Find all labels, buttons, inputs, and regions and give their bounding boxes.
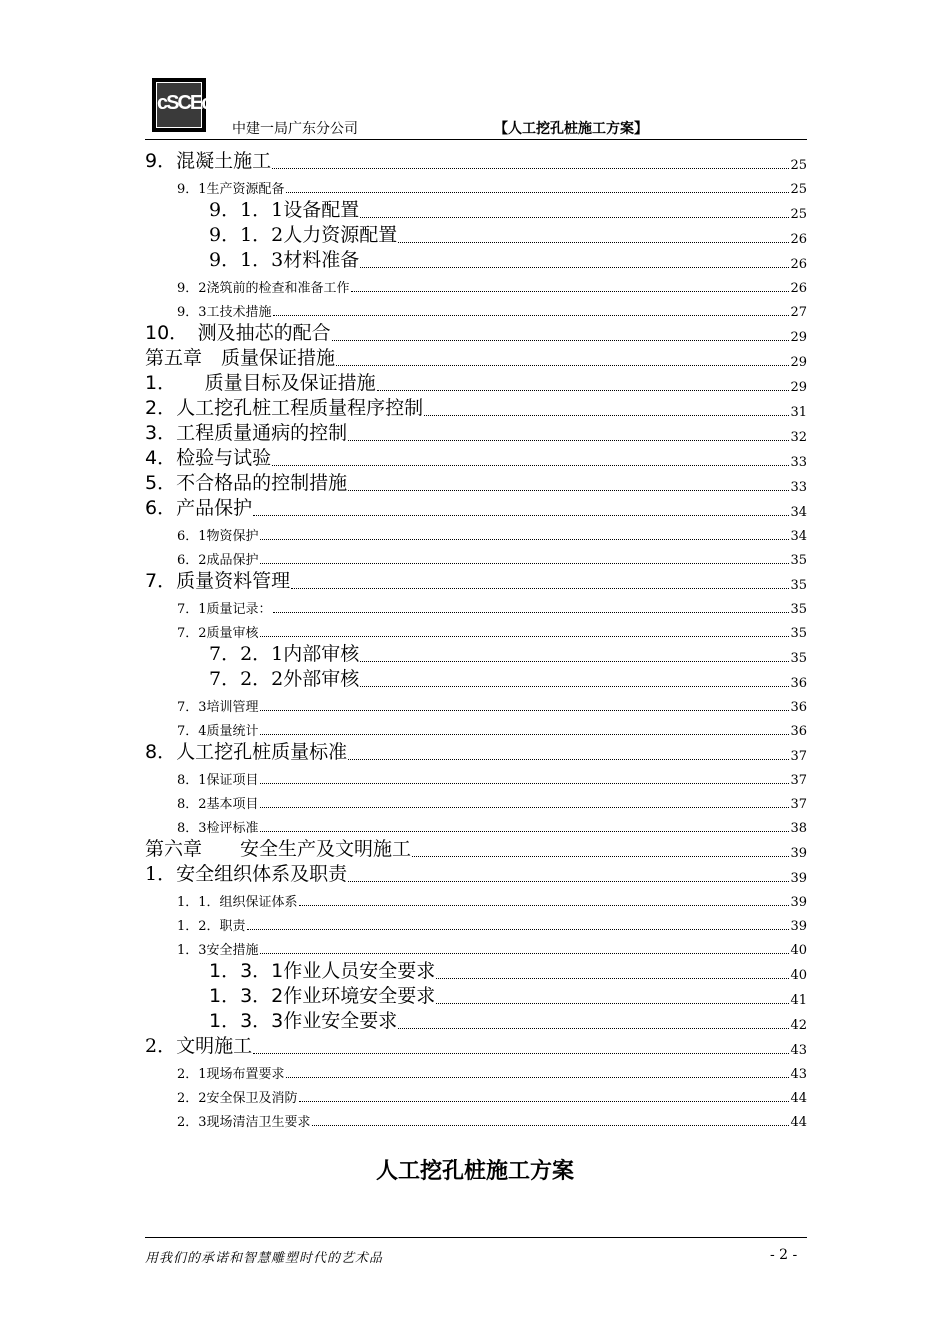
header-divider: [145, 139, 807, 140]
toc-entry-label: 第六章 安全生产及文明施工: [145, 838, 412, 860]
toc-entry[interactable]: [145, 296, 807, 320]
toc-entry-label: 1．3．3作业安全要求: [209, 1010, 398, 1032]
toc-entry[interactable]: [145, 345, 807, 370]
toc-entry-label: 1．2．职责: [177, 919, 246, 934]
toc-entry-page: 31: [790, 405, 807, 420]
toc-entry-page: 35: [790, 651, 807, 666]
toc-leader-dots: [360, 217, 789, 218]
toc-entry-page: 36: [790, 700, 807, 715]
toc-leader-dots: [247, 929, 790, 930]
toc-entry-page: 29: [790, 380, 807, 395]
toc-entry[interactable]: [145, 836, 807, 861]
toc-entry-label: 8．人工挖孔桩质量标准: [145, 741, 348, 763]
toc-entry-label: 第五章 质量保证措施: [145, 347, 336, 369]
toc-leader-dots: [260, 831, 790, 832]
logo-text: cSCEc: [157, 92, 211, 114]
toc-leader-dots: [253, 1053, 789, 1054]
toc-entry-page: 36: [790, 676, 807, 691]
toc-entry-label: 2．1现场布置要求: [177, 1067, 285, 1082]
toc-entry-page: 26: [790, 257, 807, 272]
toc-entry[interactable]: [145, 1058, 807, 1082]
table-of-contents: [145, 148, 807, 1130]
toc-leader-dots: [348, 440, 789, 441]
toc-entry-label: 7．3培训管理: [177, 700, 259, 715]
toc-entry-page: 37: [790, 797, 807, 812]
toc-entry-page: 43: [790, 1067, 807, 1082]
footer-divider: [145, 1237, 807, 1238]
toc-entry-page: 29: [790, 330, 807, 345]
toc-leader-dots: [377, 390, 790, 391]
toc-entry-label: 9．1生产资源配备: [177, 182, 285, 197]
header-company: 中建一局广东分公司: [232, 121, 358, 137]
toc-entry[interactable]: [145, 910, 807, 934]
toc-entry-label: 1．3．2作业环境安全要求: [209, 985, 436, 1007]
toc-entry-label: 2．人工挖孔桩工程质量程序控制: [145, 397, 424, 419]
toc-entry-page: 38: [790, 821, 807, 836]
toc-leader-dots: [286, 192, 790, 193]
toc-entry[interactable]: [145, 617, 807, 641]
toc-entry[interactable]: [145, 370, 807, 395]
toc-entry[interactable]: [145, 470, 807, 495]
toc-entry-label: 7．2质量审核: [177, 626, 259, 641]
toc-leader-dots: [272, 465, 789, 466]
toc-entry-label: 9．3工技术措施: [177, 305, 272, 320]
toc-entry[interactable]: [145, 495, 807, 520]
toc-entry-page: 29: [790, 355, 807, 370]
toc-leader-dots: [398, 1028, 789, 1029]
toc-leader-dots: [260, 953, 790, 954]
toc-entry-page: 39: [790, 895, 807, 910]
footer-slogan: 用我们的承诺和智慧雕塑时代的艺术品: [145, 1251, 384, 1266]
toc-entry-label: 7．2．2外部审核: [209, 668, 360, 690]
toc-entry-page: 40: [790, 943, 807, 958]
toc-leader-dots: [299, 905, 790, 906]
toc-leader-dots: [436, 978, 789, 979]
toc-entry[interactable]: [145, 958, 807, 983]
toc-leader-dots: [351, 291, 790, 292]
page-number: - 2 -: [770, 1247, 798, 1263]
toc-entry-page: 44: [790, 1091, 807, 1106]
toc-entry-label: 2．3现场清洁卫生要求: [177, 1115, 311, 1130]
toc-entry-label: 4．检验与试验: [145, 447, 272, 469]
toc-entry-page: 32: [790, 430, 807, 445]
toc-entry[interactable]: [145, 272, 807, 296]
toc-entry-page: 42: [790, 1018, 807, 1033]
toc-entry-page: 26: [790, 232, 807, 247]
toc-entry-label: 8．2基本项目: [177, 797, 259, 812]
toc-leader-dots: [272, 168, 789, 169]
toc-entry[interactable]: [145, 395, 807, 420]
toc-entry-page: 36: [790, 724, 807, 739]
toc-entry-page: 39: [790, 919, 807, 934]
toc-entry[interactable]: [145, 1033, 807, 1058]
toc-leader-dots: [273, 315, 790, 316]
toc-entry[interactable]: [145, 886, 807, 910]
toc-entry-label: 1．1．组织保证体系: [177, 895, 298, 910]
toc-entry-label: 9．2浇筑前的检查和准备工作: [177, 281, 350, 296]
toc-entry-label: 7．2．1内部审核: [209, 643, 360, 665]
toc-entry[interactable]: [145, 983, 807, 1008]
toc-entry[interactable]: [145, 666, 807, 691]
toc-entry[interactable]: [145, 1008, 807, 1033]
toc-entry[interactable]: [145, 222, 807, 247]
toc-leader-dots: [348, 759, 789, 760]
toc-entry-label: 1．3．1作业人员安全要求: [209, 960, 436, 982]
toc-entry[interactable]: [145, 739, 807, 764]
toc-entry-page: 27: [790, 305, 807, 320]
toc-entry[interactable]: [145, 197, 807, 222]
toc-entry[interactable]: [145, 320, 807, 345]
toc-entry[interactable]: [145, 247, 807, 272]
toc-entry-page: 44: [790, 1115, 807, 1130]
toc-entry[interactable]: [145, 568, 807, 593]
company-logo: [152, 78, 211, 132]
toc-leader-dots: [436, 1003, 789, 1004]
toc-entry-page: 25: [790, 158, 807, 173]
toc-entry-label: 1． 质量目标及保证措施: [145, 372, 376, 394]
toc-entry-page: 37: [790, 773, 807, 788]
toc-entry-label: 1．安全组织体系及职责: [145, 863, 348, 885]
toc-leader-dots: [348, 881, 789, 882]
toc-entry-label: 6．1物资保护: [177, 529, 259, 544]
toc-entry[interactable]: [145, 520, 807, 544]
toc-leader-dots: [260, 783, 790, 784]
toc-leader-dots: [312, 1125, 790, 1126]
toc-entry-label: 5．不合格品的控制措施: [145, 472, 348, 494]
toc-leader-dots: [273, 612, 790, 613]
toc-entry-page: 39: [790, 871, 807, 886]
toc-leader-dots: [332, 340, 790, 341]
toc-entry-label: 7．1质量记录：: [177, 602, 272, 617]
toc-entry-page: 43: [790, 1043, 807, 1058]
toc-entry[interactable]: [145, 691, 807, 715]
toc-leader-dots: [424, 415, 789, 416]
toc-entry[interactable]: [145, 715, 807, 739]
toc-leader-dots: [260, 539, 790, 540]
toc-entry-page: 35: [790, 578, 807, 593]
toc-entry-page: 37: [790, 749, 807, 764]
toc-leader-dots: [260, 710, 790, 711]
toc-entry-label: 3．工程质量通病的控制: [145, 422, 348, 444]
toc-entry-label: 2．2安全保卫及消防: [177, 1091, 298, 1106]
toc-entry-label: 2．文明施工: [145, 1035, 253, 1057]
toc-leader-dots: [286, 1077, 790, 1078]
toc-entry-page: 26: [790, 281, 807, 296]
toc-leader-dots: [360, 661, 789, 662]
toc-entry-label: 8．3检评标准: [177, 821, 259, 836]
header-doc-title: 【人工挖孔桩施工方案】: [494, 121, 648, 137]
toc-entry-page: 33: [790, 480, 807, 495]
toc-entry-page: 35: [790, 626, 807, 641]
toc-entry-label: 7．4质量统计: [177, 724, 259, 739]
toc-entry[interactable]: [145, 544, 807, 568]
toc-entry-label: 9．混凝土施工: [145, 150, 272, 172]
toc-entry[interactable]: [145, 641, 807, 666]
toc-entry-label: 6．产品保护: [145, 497, 253, 519]
toc-entry-page: 33: [790, 455, 807, 470]
toc-entry-page: 35: [790, 553, 807, 568]
toc-entry-label: 9．1．1设备配置: [209, 199, 360, 221]
toc-entry[interactable]: [145, 173, 807, 197]
toc-entry-label: 1．3安全措施: [177, 943, 259, 958]
toc-leader-dots: [360, 267, 789, 268]
toc-entry-label: 9．1．2人力资源配置: [209, 224, 398, 246]
toc-leader-dots: [260, 563, 790, 564]
toc-entry[interactable]: [145, 148, 807, 173]
toc-leader-dots: [412, 856, 789, 857]
toc-leader-dots: [348, 490, 789, 491]
toc-entry-page: 25: [790, 182, 807, 197]
toc-leader-dots: [291, 588, 789, 589]
toc-entry[interactable]: [145, 593, 807, 617]
toc-entry-label: 6．2成品保护: [177, 553, 259, 568]
toc-entry-page: 25: [790, 207, 807, 222]
toc-entry[interactable]: [145, 861, 807, 886]
toc-entry-page: 39: [790, 846, 807, 861]
toc-entry-page: 34: [790, 505, 807, 520]
toc-entry[interactable]: [145, 420, 807, 445]
toc-entry-page: 35: [790, 602, 807, 617]
toc-leader-dots: [253, 515, 789, 516]
document-title: 人工挖孔桩施工方案: [375, 1159, 574, 1184]
toc-leader-dots: [360, 686, 789, 687]
toc-entry[interactable]: [145, 788, 807, 812]
toc-leader-dots: [260, 636, 790, 637]
toc-entry-label: 7．质量资料管理: [145, 570, 291, 592]
toc-entry[interactable]: [145, 445, 807, 470]
toc-entry[interactable]: [145, 1106, 807, 1130]
toc-entry-page: 41: [790, 993, 807, 1008]
toc-entry-label: 9．1．3材料准备: [209, 249, 360, 271]
toc-entry[interactable]: [145, 934, 807, 958]
toc-entry-label: 10． 测及抽芯的配合: [145, 322, 331, 344]
toc-entry-page: 34: [790, 529, 807, 544]
toc-leader-dots: [260, 734, 790, 735]
toc-leader-dots: [299, 1101, 790, 1102]
toc-entry[interactable]: [145, 812, 807, 836]
toc-entry[interactable]: [145, 1082, 807, 1106]
toc-leader-dots: [336, 365, 789, 366]
toc-entry-label: 8．1保证项目: [177, 773, 259, 788]
toc-leader-dots: [398, 242, 789, 243]
toc-entry-page: 40: [790, 968, 807, 983]
toc-leader-dots: [260, 807, 790, 808]
toc-entry[interactable]: [145, 764, 807, 788]
